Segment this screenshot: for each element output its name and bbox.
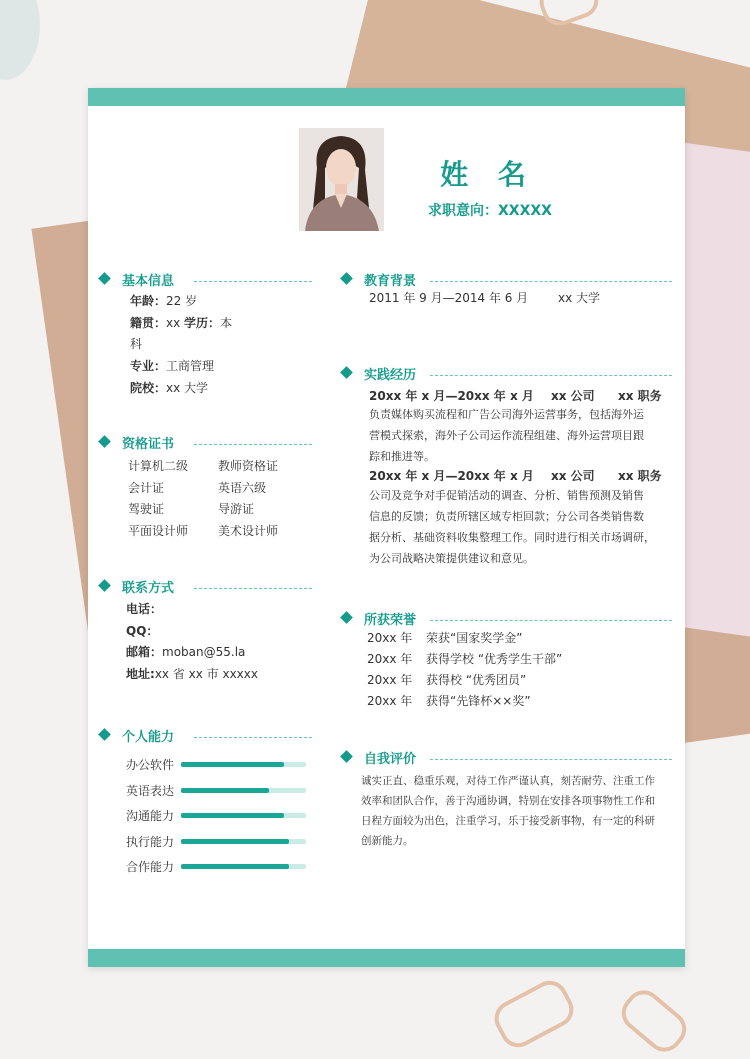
contact-phone: 电话： bbox=[126, 602, 163, 616]
job-period: 20xx 年 x 月—20xx 年 x 月 bbox=[369, 469, 534, 483]
section-title: 自我评价 bbox=[364, 752, 417, 767]
diamond-icon bbox=[98, 435, 111, 448]
cert-item: 美术设计师 bbox=[218, 524, 279, 538]
diamond-icon bbox=[98, 272, 111, 285]
diamond-icon bbox=[340, 750, 353, 763]
honor-text: 获得“先锋杯××奖” bbox=[426, 694, 531, 708]
honor-text: 获得校 “优秀团员” bbox=[426, 673, 527, 687]
divider bbox=[194, 444, 312, 445]
divider bbox=[430, 281, 672, 282]
section-education bbox=[342, 270, 672, 288]
divider bbox=[194, 588, 312, 589]
diamond-icon bbox=[340, 272, 353, 285]
honor-year: 20xx 年 bbox=[367, 694, 413, 708]
honor-year: 20xx 年 bbox=[367, 631, 413, 645]
skill-bar-fill bbox=[181, 864, 289, 869]
self-evaluation-text: 诚实正直、稳重乐观，对待工作严谨认真，刻苦耐劳、注重工作效率和团队合作，善于沟通协调，特别在安排各项事物性工作和日程方面较为出色，注重学习，乐于接受新事物，有一定的科研创新能力。 bbox=[361, 775, 655, 847]
resume-page bbox=[88, 88, 685, 967]
divider bbox=[430, 759, 672, 760]
divider bbox=[430, 375, 672, 376]
job-position: xx 职务 bbox=[618, 389, 662, 403]
honor-text: 获得学校 “优秀学生干部” bbox=[426, 652, 563, 666]
skill-bar-fill bbox=[181, 762, 284, 767]
skill-bar-track bbox=[181, 864, 306, 869]
job-position: xx 职务 bbox=[618, 469, 662, 483]
honor-text: 荣获“国家奖学金” bbox=[426, 631, 523, 645]
basic-age: 年龄：22 岁 bbox=[130, 294, 198, 308]
skill-bar-track bbox=[181, 788, 306, 793]
top-accent-bar bbox=[88, 88, 685, 106]
job-description: 公司及竞争对手促销活动的调查、分析、销售预测及销售 信息的反馈；负责所辖区域专柜回款；分公司各类销售数 据分析、基础资料收集整理工作。同时进行相关市场调研， 为公司战略决策提供建议和意见。 bbox=[369, 489, 655, 565]
section-title: 联系方式 bbox=[122, 581, 175, 596]
section-self-evaluation bbox=[342, 748, 672, 766]
honor-year: 20xx 年 bbox=[367, 652, 413, 666]
job-company: xx 公司 bbox=[551, 469, 595, 483]
cert-item: 计算机二级 bbox=[128, 459, 189, 473]
contact-email: 邮箱：moban@55.la bbox=[126, 645, 246, 659]
section-basic-info bbox=[100, 270, 312, 288]
cert-item: 英语六级 bbox=[218, 481, 267, 495]
diamond-icon bbox=[98, 728, 111, 741]
section-title: 教育背景 bbox=[364, 274, 417, 289]
skill-label: 办公软件 bbox=[126, 758, 175, 772]
education-period: 2011 年 9 月—2014 年 6 月 bbox=[369, 291, 529, 305]
paper-clip-icon bbox=[488, 974, 579, 1053]
basic-edu-wrap: 科 bbox=[130, 337, 143, 351]
cert-item: 驾驶证 bbox=[128, 502, 165, 516]
job-company: xx 公司 bbox=[551, 389, 595, 403]
cert-item: 会计证 bbox=[128, 481, 165, 495]
job-period: 20xx 年 x 月—20xx 年 x 月 bbox=[369, 389, 534, 403]
skill-label: 英语表达 bbox=[126, 783, 175, 798]
skill-bar-track bbox=[181, 813, 306, 818]
bottom-accent-bar bbox=[88, 949, 685, 967]
section-honors bbox=[342, 609, 672, 627]
diamond-icon bbox=[340, 611, 353, 624]
basic-native-edu: 籍贯：xx 学历：本 bbox=[130, 316, 233, 330]
skill-bar-fill bbox=[181, 788, 269, 793]
divider bbox=[194, 281, 312, 282]
diamond-icon bbox=[340, 366, 353, 379]
section-contact bbox=[100, 577, 312, 595]
section-title: 基本信息 bbox=[122, 274, 175, 289]
divider bbox=[430, 620, 672, 621]
profile-photo bbox=[299, 128, 384, 231]
skill-bar-track bbox=[181, 762, 306, 767]
education-school: xx 大学 bbox=[558, 291, 601, 305]
section-title: 个人能力 bbox=[122, 730, 175, 745]
divider bbox=[194, 737, 312, 738]
section-title: 所获荣誉 bbox=[364, 613, 417, 628]
skill-label: 沟通能力 bbox=[126, 809, 175, 823]
diamond-icon bbox=[98, 579, 111, 592]
basic-major: 专业：工商管理 bbox=[130, 359, 215, 373]
skill-label: 执行能力 bbox=[126, 834, 175, 849]
plant-leaf bbox=[0, 0, 40, 80]
skill-label: 合作能力 bbox=[126, 860, 175, 874]
section-certificates bbox=[100, 433, 312, 451]
section-title: 资格证书 bbox=[122, 437, 175, 452]
paper-clip-icon bbox=[614, 983, 693, 1059]
job-description: 负责媒体购买流程和广告公司海外运营事务，包括海外运 营模式探索，海外子公司运作流程组建、海外运营项目跟 踪和推进等。 bbox=[369, 408, 644, 463]
contact-qq: QQ： bbox=[126, 624, 159, 638]
skill-bar-fill bbox=[181, 839, 289, 844]
skill-bar-track bbox=[181, 839, 306, 844]
honor-year: 20xx 年 bbox=[367, 673, 413, 687]
section-title: 实践经历 bbox=[364, 368, 417, 383]
contact-address: 地址:xx 省 xx 市 xxxxx bbox=[126, 667, 258, 681]
cert-item: 平面设计师 bbox=[128, 524, 189, 538]
section-skills bbox=[100, 726, 312, 744]
cert-item: 教师资格证 bbox=[218, 459, 279, 473]
section-practice bbox=[342, 364, 672, 382]
basic-school: 院校：xx 大学 bbox=[130, 381, 209, 395]
cert-item: 导游证 bbox=[218, 502, 255, 516]
candidate-name: 姓 名 bbox=[440, 158, 536, 191]
skill-bar-fill bbox=[181, 813, 284, 818]
job-intent: 求职意向：XXXXX bbox=[428, 203, 552, 219]
